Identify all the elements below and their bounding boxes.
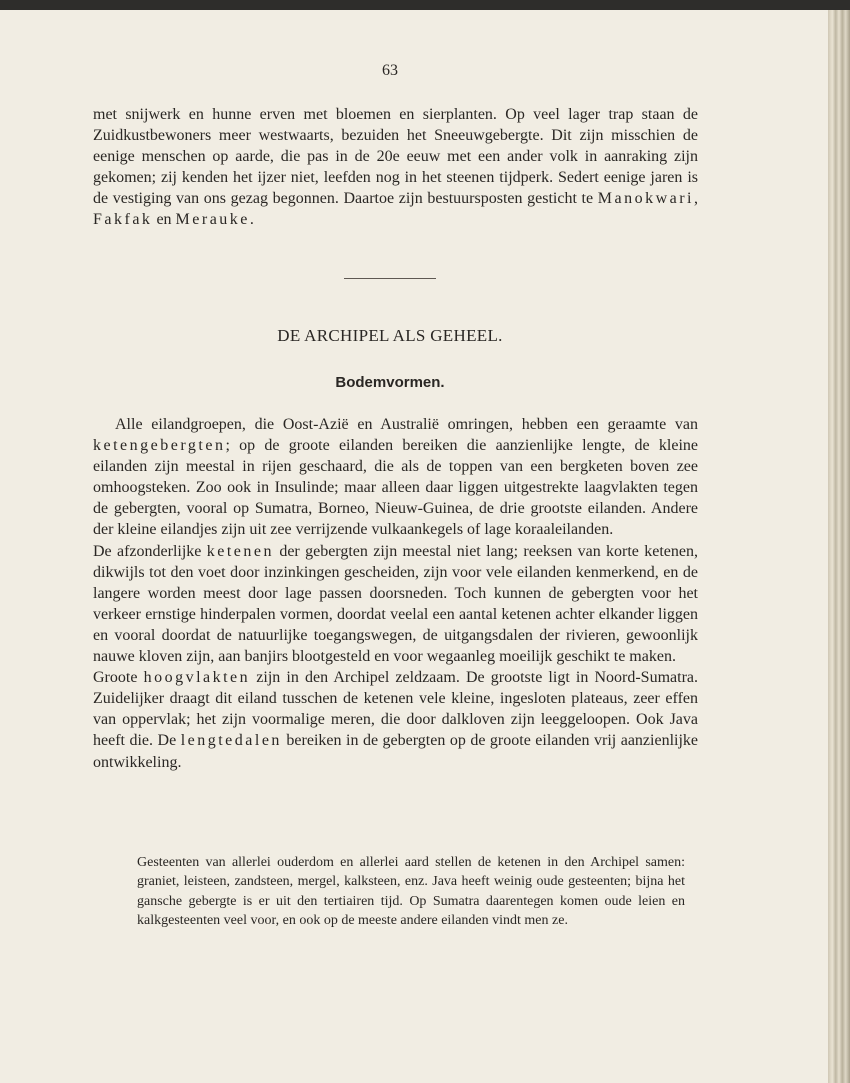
para1-part-2: ; op de groote eilanden bereiken die aanzienlijke lengte, de kleine eilanden zijn meestal in rijen geschaard, die als de toppen van een bergketen boven zee omhoogsteken. Zoo ook in Insulinde; maar alleen daar liggen uitgestrekte laagvlakten tegen de gebergten, vooral op Sumatra, Borneo, Nieuw-Guinea, de drie grootste eilanden. Andere der kleine eilandjes zijn uit zee verrijzende vulkaankegels of lage koraaleilanden. — [93, 437, 698, 539]
place-fakfak: Fakfak — [93, 211, 153, 229]
term-ketengebergten: ketengebergten — [93, 437, 226, 455]
footnote-text: Gesteenten van allerlei ouderdom en allerlei aard stellen de ketenen in den Archipel samen: graniet, leisteen, zandsteen, mergel, kalksteen, enz. Java heeft weinig oude gesteenten; bijna het gansche gebergte is er uit den tertiairen tijd. Op Sumatra daarentegen komen oude leien en kalkgesteenten veel voor, en ook op de meeste andere eilanden vindt men ze. — [137, 855, 685, 928]
para1-part-1: Alle eilandgroepen, die Oost-Azië en Australië omringen, hebben een geraamte van — [115, 416, 698, 433]
intro-sep-2: en — [152, 211, 176, 229]
para3-part-3: bereiken in de gebergten op de groote eilanden vrij aanzienlijke ontwikkeling. — [93, 732, 699, 771]
section-title: DE ARCHIPEL ALS GEHEEL. — [277, 326, 503, 345]
para2-part-2: der gebergten zijn meestal niet lang; reeksen van korte ketenen, dikwijls tot den voet door inzinkingen gescheiden, zijn voor vele eilanden kenmerkend, en de langere worden meest door lage passen doorsneden. Toch kunnen de gebergten voor het verkeer ernstige hinderpalen vormen, doordat veelal een aantal ketenen achter elkander liggen en vooral doordat de natuurlijke toegangswegen, de uitgangsdalen der rivieren, gewoonlijk nauwe kloven zijn, aan banjirs blootgesteld en voor wegaanleg moeilijk geschikt te maken. — [93, 542, 698, 666]
intro-text — [93, 104, 698, 231]
paragraph-ketengebergten — [93, 414, 698, 541]
intro-end: . — [249, 211, 254, 229]
intro-text-main: met snijwerk en hunne erven met bloemen en sierplanten. Op veel lager trap staan de Zuidkustbewoners meer westwaarts, bezuiden het Sneeuwgebergte. Dit zijn misschien de eenige menschen op aarde, die pas in de 20e eeuw met een ander volk in aanraking zijn gekomen; zij kenden het ijzer niet, leefden nog in het steenen tijdperk. Sedert eenige jaren is de vestiging van ons gezag begonnen. Daartoe zijn bestuursposten gesticht te — [93, 106, 698, 208]
intro-sep-1: , — [694, 190, 698, 208]
para3-part-2: zijn in den Archipel zeldzaam. De grootste ligt in Noord-Sumatra. Zuidelijker draagt dit eiland tusschen de ketenen vele kleine, ingesloten plateaus, zeer effen van oppervlak; het zijn voormalige meren, die door dalkloven zijn leeggeloopen. Ook Java heeft die. De — [93, 669, 698, 750]
paragraph-ketenen — [93, 541, 698, 668]
intro-paragraph — [93, 104, 698, 231]
main-text — [93, 414, 698, 773]
footnote-paragraph — [137, 853, 685, 930]
term-hoogvlakten: hoogvlakten — [143, 669, 251, 687]
para3-part-1: Groote — [93, 669, 144, 687]
book-page-edge — [828, 10, 850, 1083]
place-merauke: Merauke — [175, 211, 250, 229]
subsection-title: Bodemvormen. — [335, 374, 445, 391]
paragraph-hoogvlakten — [93, 667, 698, 772]
para2-part-1: De afzonderlijke — [93, 542, 207, 560]
section-divider — [344, 278, 436, 279]
book-page — [0, 10, 828, 1083]
place-manokwari: Manokwari — [597, 190, 694, 208]
term-lengtedalen: lengtedalen — [180, 732, 282, 750]
scan-border-top — [0, 0, 850, 10]
term-ketenen: ketenen — [206, 542, 274, 560]
page-number: 63 — [382, 62, 398, 79]
